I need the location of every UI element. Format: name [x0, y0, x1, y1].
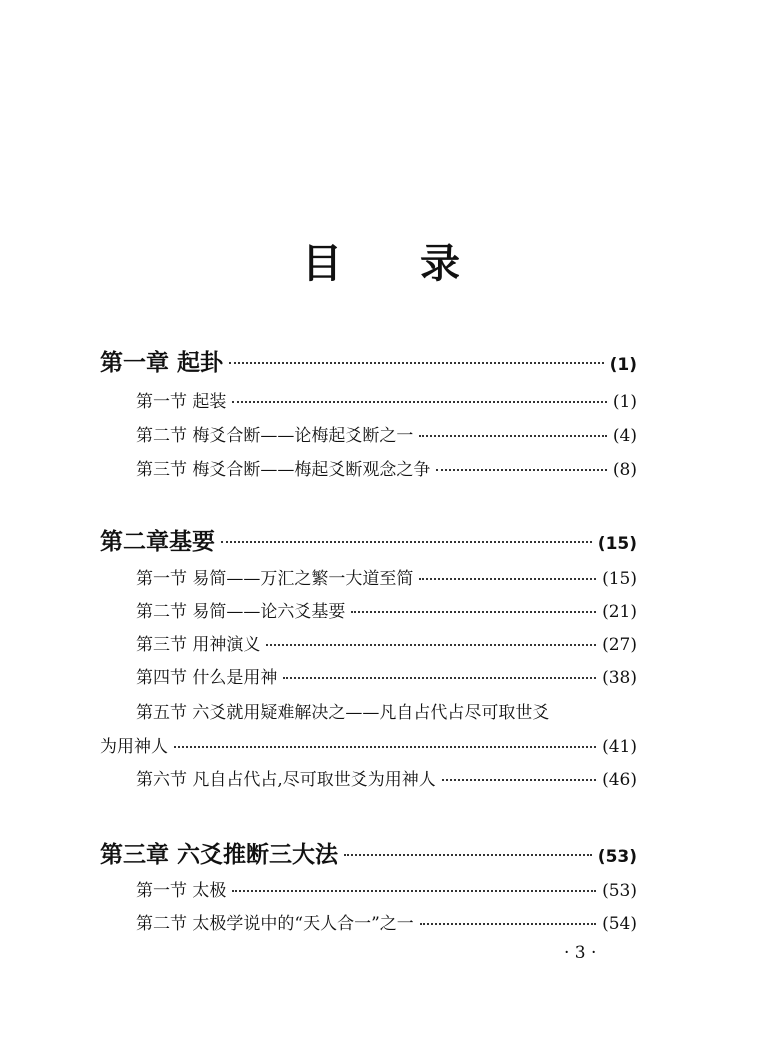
toc-chapter-2[interactable]	[100, 523, 637, 556]
leader-dots	[174, 746, 596, 748]
toc-chapter-3[interactable]	[100, 836, 637, 869]
section-label: 第五节 六爻就用疑难解决之——凡自占代占尽可取世爻	[136, 703, 550, 723]
page-number: (1)	[609, 355, 637, 375]
toc-section-2-1[interactable]	[136, 564, 637, 589]
toc-section-1-1[interactable]	[136, 387, 637, 412]
section-label: 第一节 太极	[136, 881, 227, 901]
section-label: 第四节 什么是用神	[136, 668, 278, 688]
leader-dots	[232, 401, 607, 403]
page-number: (1)	[612, 392, 637, 412]
section-label: 第二节 易简——论六爻基要	[136, 602, 346, 622]
toc-section-2-3[interactable]	[136, 630, 637, 655]
section-label: 第二节 梅爻合断——论梅起爻断之一	[136, 426, 414, 446]
leader-dots	[283, 677, 596, 679]
toc-section-2-2[interactable]	[136, 597, 637, 622]
page-number: (15)	[597, 534, 637, 554]
page-number: (38)	[602, 668, 637, 688]
title-char-1: 目	[302, 241, 342, 287]
section-label: 第六节 凡自占代占,尽可取世爻为用神人	[136, 770, 436, 790]
section-label: 第二节 太极学说中的“天人合一”之一	[136, 914, 414, 934]
toc-section-2-5[interactable]	[136, 698, 549, 723]
toc-section-1-3[interactable]	[136, 455, 637, 480]
leader-dots	[221, 541, 592, 543]
toc-section-2-6[interactable]	[136, 765, 637, 790]
title-char-2: 录	[420, 241, 460, 287]
page-number: (4)	[612, 426, 637, 446]
section-label-continued: 为用神人	[100, 737, 168, 757]
leader-dots	[229, 362, 604, 364]
page-number: (46)	[602, 770, 637, 790]
toc-section-3-1[interactable]	[136, 876, 637, 901]
toc-section-3-2[interactable]	[136, 909, 637, 934]
page-number: (54)	[602, 914, 637, 934]
leader-dots	[344, 854, 592, 856]
section-label: 第三节 用神演义	[136, 635, 261, 655]
leader-dots	[442, 779, 596, 781]
chapter-label: 第二章基要	[100, 529, 215, 555]
page-number: (53)	[602, 881, 637, 901]
page-number: (27)	[602, 635, 637, 655]
page-number: (21)	[602, 602, 637, 622]
leader-dots	[351, 611, 596, 613]
leader-dots	[436, 469, 607, 471]
chapter-label: 第一章 起卦	[100, 350, 224, 376]
toc-section-2-5-continued[interactable]	[100, 732, 637, 757]
leader-dots	[419, 578, 596, 580]
leader-dots	[266, 644, 596, 646]
section-label: 第一节 起装	[136, 392, 227, 412]
chapter-label: 第三章 六爻推断三大法	[100, 842, 339, 868]
section-label: 第一节 易简——万汇之繁一大道至简	[136, 569, 414, 589]
leader-dots	[419, 435, 607, 437]
page-folio: · 3 ·	[564, 943, 597, 963]
toc-section-1-2[interactable]	[136, 421, 637, 446]
leader-dots	[232, 890, 596, 892]
toc-section-2-4[interactable]	[136, 663, 637, 688]
page-number: (8)	[612, 460, 637, 480]
page-number: (15)	[602, 569, 637, 589]
toc-chapter-1[interactable]	[100, 344, 637, 377]
leader-dots	[420, 923, 596, 925]
page-number: (41)	[602, 737, 637, 757]
page-title	[0, 232, 762, 289]
section-label: 第三节 梅爻合断——梅起爻断观念之争	[136, 460, 431, 480]
page-number: (53)	[597, 847, 637, 867]
